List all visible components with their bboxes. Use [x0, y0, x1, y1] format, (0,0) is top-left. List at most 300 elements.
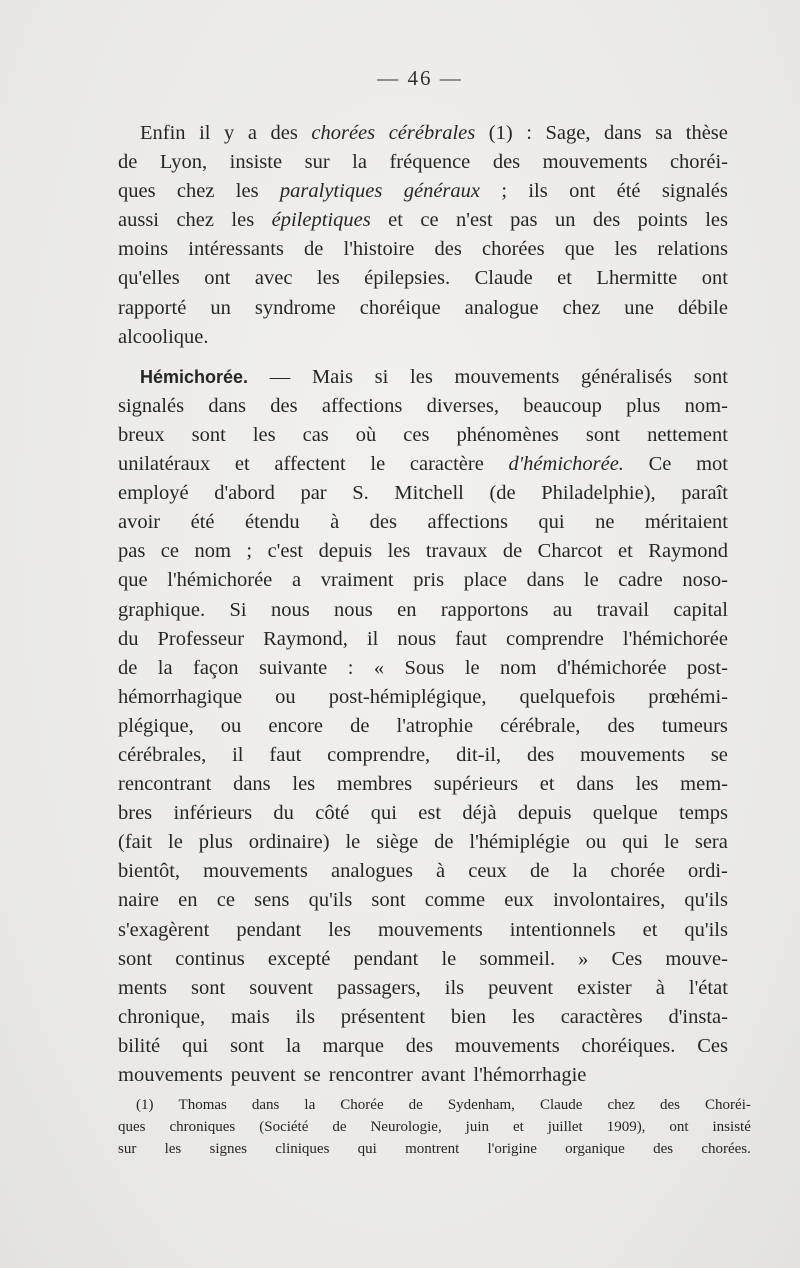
word: quelquefois — [519, 685, 616, 708]
text-line — [118, 1003, 728, 1032]
word: qui — [181, 1034, 209, 1057]
text-line — [118, 206, 728, 235]
word: dans — [526, 569, 565, 592]
text-line — [118, 770, 728, 799]
word: sa — [655, 122, 673, 144]
word: la — [572, 860, 588, 883]
footnote-word: insisté — [712, 1119, 751, 1135]
word: tumeurs — [661, 714, 728, 737]
word: le — [441, 947, 457, 970]
word: excepté — [267, 947, 331, 970]
word: les — [252, 423, 276, 446]
word: sont — [371, 889, 406, 912]
word: mouvements — [542, 151, 648, 174]
word: membres — [336, 773, 413, 796]
word: pendant — [236, 918, 302, 941]
word: ce — [160, 540, 179, 563]
word: n'est — [456, 209, 493, 232]
word: choréi- — [669, 151, 728, 174]
word: qu'ils — [308, 889, 353, 912]
word: thèse — [685, 122, 728, 144]
word: (de — [489, 482, 516, 505]
footnote-word: qui — [357, 1141, 377, 1157]
footnote-word: ques — [118, 1119, 146, 1135]
word: faut — [269, 743, 302, 766]
word: de — [434, 831, 454, 854]
word: il — [366, 627, 379, 650]
word: ou — [585, 831, 607, 854]
word: sont — [693, 365, 728, 388]
footnote-word: Claude — [539, 1097, 583, 1113]
word: ces — [403, 423, 430, 446]
word: pris — [413, 569, 445, 592]
footnote-line — [118, 1094, 751, 1116]
text-line — [118, 119, 728, 148]
word: rencontrant — [118, 773, 212, 796]
word: dans — [208, 394, 246, 417]
word: temps — [679, 802, 728, 825]
text-line — [118, 857, 728, 886]
word: les — [231, 209, 255, 232]
text-line — [118, 450, 728, 479]
word: ils — [295, 1005, 315, 1028]
word: ; — [501, 180, 508, 203]
text-line — [118, 1032, 728, 1061]
word: Ce — [648, 453, 672, 476]
word: l'hémichorée — [167, 569, 273, 592]
word: bientôt, — [118, 860, 181, 883]
word: choréiques. — [581, 1034, 676, 1057]
word: alcoolique. — [118, 325, 209, 348]
word: signalés — [118, 394, 185, 417]
word: un — [554, 209, 576, 232]
word: affections — [321, 394, 403, 417]
word: mais — [230, 1005, 270, 1028]
word: rapporté — [118, 296, 187, 319]
footnote-word: signes — [209, 1141, 248, 1157]
word: relations — [657, 238, 728, 261]
footnote-word: dans — [251, 1097, 280, 1113]
word: Lhermitte — [596, 267, 678, 290]
word: faut — [455, 627, 487, 650]
footnote-word: Sydenham, — [447, 1097, 515, 1113]
word: comme — [424, 889, 486, 912]
word: le — [664, 831, 679, 854]
word: cérébrale, — [500, 714, 581, 737]
word: les — [705, 209, 728, 232]
footnote-word: (Société — [259, 1119, 309, 1135]
word: Charcot — [537, 540, 603, 563]
word: ceux — [468, 860, 507, 883]
word: ils — [528, 180, 548, 203]
word: noso- — [682, 569, 728, 592]
footnote-word: des — [660, 1097, 680, 1113]
footnote-word: chorées. — [701, 1141, 751, 1157]
word: fréquence — [389, 151, 471, 174]
word: intéressants — [188, 238, 284, 261]
word: qui — [538, 511, 565, 534]
word: moins — [118, 238, 169, 261]
word: à — [330, 511, 340, 534]
word: : — [526, 122, 532, 144]
word: chez — [562, 296, 601, 319]
word: phénomènes — [456, 423, 559, 446]
word: est — [418, 802, 442, 825]
word: mouvements — [118, 1064, 223, 1086]
footnote-word: juillet — [547, 1119, 583, 1135]
word: épilepsies. — [364, 267, 451, 290]
word: graphique. — [118, 598, 206, 621]
word: une — [624, 296, 654, 319]
text-line — [118, 886, 728, 915]
word: S. — [352, 482, 369, 505]
text-line — [118, 537, 728, 566]
word: chorées — [481, 238, 545, 261]
text-line — [118, 392, 728, 421]
word: des — [592, 209, 621, 232]
word: : — [347, 656, 354, 679]
word: nous — [397, 627, 437, 650]
word: et — [642, 918, 658, 941]
word: sens — [254, 889, 290, 912]
word: post-hémiplégique, — [328, 685, 487, 708]
word: ou — [275, 685, 296, 708]
footnote-word: (1) — [136, 1097, 154, 1113]
word: choréique — [359, 296, 441, 319]
italic-term: généraux — [403, 180, 480, 203]
word: des — [492, 151, 521, 174]
word: (fait — [118, 831, 153, 854]
word: d'insta- — [668, 1005, 728, 1028]
text-line — [118, 916, 728, 945]
word: dans — [604, 122, 642, 144]
word: a — [291, 569, 302, 592]
text-line — [118, 421, 728, 450]
word: Mais — [311, 365, 353, 388]
text-line — [118, 508, 728, 537]
word: le — [464, 656, 480, 679]
word: ments — [118, 976, 167, 999]
word: Si — [229, 598, 247, 621]
word: ont — [204, 267, 231, 290]
word: suivante — [258, 656, 328, 679]
word: si — [374, 365, 389, 388]
word: plus — [198, 831, 233, 854]
word: et — [234, 453, 250, 476]
word: les — [316, 267, 340, 290]
word: qu'ils — [684, 889, 728, 912]
word: continus — [175, 947, 245, 970]
word: des — [434, 238, 462, 261]
word: breux — [118, 423, 165, 446]
word: qui — [622, 831, 649, 854]
word: mouvements — [203, 860, 308, 883]
word: que — [564, 238, 595, 261]
word: — — [269, 365, 291, 388]
footnote-word: de — [332, 1119, 347, 1135]
word: capital — [673, 598, 728, 621]
word: l'histoire — [343, 238, 415, 261]
word: (1) — [488, 122, 513, 144]
word: Enfin — [140, 122, 186, 144]
word: des — [607, 714, 635, 737]
text-line — [118, 974, 728, 1003]
footnote-word: des — [653, 1141, 674, 1157]
word: en — [178, 889, 198, 912]
word: ordinaire) — [248, 831, 330, 854]
footnote-word: cliniques — [275, 1141, 330, 1157]
word: ne — [595, 511, 615, 534]
italic-term: cérébrales — [388, 122, 476, 144]
footnote-word: ont — [669, 1119, 689, 1135]
word: avoir — [118, 511, 161, 534]
word: les — [387, 540, 411, 563]
word: post- — [686, 656, 728, 679]
footnote-word: l'origine — [487, 1141, 537, 1157]
word: se — [303, 1064, 321, 1086]
italic-term: épileptiques — [271, 209, 371, 232]
word: avec — [254, 267, 293, 290]
text-line — [118, 566, 728, 595]
word: sera — [694, 831, 728, 854]
word: le — [583, 569, 599, 592]
word: déjà — [462, 802, 497, 825]
text-line — [118, 741, 728, 770]
word: signalés — [661, 180, 728, 203]
word: ce — [216, 889, 235, 912]
text-line — [118, 479, 728, 508]
word: sont — [118, 947, 153, 970]
word: intentionnels — [509, 918, 616, 941]
word: sur — [304, 151, 330, 174]
word: de — [304, 238, 324, 261]
word: ce — [420, 209, 439, 232]
word: sont — [229, 1034, 265, 1057]
word: l'hémichorée — [622, 627, 728, 650]
footnote-word: juin — [465, 1119, 489, 1135]
word: débile — [677, 296, 728, 319]
word: qui — [370, 802, 397, 825]
word: l'état — [688, 976, 728, 999]
footnote-line — [118, 1138, 751, 1160]
text-line — [118, 323, 728, 352]
footnote-word: Thomas — [178, 1097, 227, 1113]
word: nom — [500, 656, 537, 679]
word: de — [350, 714, 370, 737]
text-line — [118, 799, 728, 828]
word: affectent — [274, 453, 346, 476]
word: de — [118, 656, 138, 679]
word: Raymond — [648, 540, 728, 563]
word: bres — [118, 802, 153, 825]
word: analogues — [330, 860, 413, 883]
word: chez — [176, 180, 215, 203]
footnote-word: chroniques — [169, 1119, 236, 1135]
word: l'hémiplégie — [469, 831, 570, 854]
section-heading: Hémichorée. — [140, 366, 249, 387]
word: travaux — [425, 540, 488, 563]
word: méritaient — [644, 511, 728, 534]
word: ou — [220, 714, 242, 737]
footnote-word: Neurologie, — [370, 1119, 442, 1135]
footnote-word: Chorée — [340, 1097, 384, 1113]
word: ont — [701, 267, 728, 290]
word: points — [637, 209, 688, 232]
word: sont — [191, 976, 226, 999]
word: d'hémichorée — [556, 656, 667, 679]
word: et — [539, 773, 555, 796]
word: encore — [268, 714, 323, 737]
text-line — [118, 712, 728, 741]
word: c'est — [267, 540, 304, 563]
word: été — [616, 180, 641, 203]
word: les — [410, 365, 433, 388]
word: comprendre, — [327, 743, 431, 766]
word: qu'elles — [118, 267, 180, 290]
word: les — [635, 773, 659, 796]
word: Ces — [697, 1034, 728, 1057]
word: ont — [569, 180, 596, 203]
word: « — [373, 656, 385, 679]
word: la — [352, 151, 367, 174]
word: se — [710, 743, 728, 766]
word: siège — [376, 831, 419, 854]
footnote-word: et — [512, 1119, 524, 1135]
footnote-word: 1909), — [606, 1119, 646, 1135]
word: supérieurs — [433, 773, 519, 796]
word: l'hémorrhagie — [473, 1064, 587, 1086]
word: eux — [504, 889, 534, 912]
word: cérébrales, — [118, 743, 207, 766]
word: pas — [118, 540, 146, 563]
footnote — [118, 1094, 751, 1160]
word: présentent — [340, 1005, 426, 1028]
word: et — [618, 540, 633, 563]
word: comprendre — [506, 627, 604, 650]
word: pas — [510, 209, 538, 232]
word: où — [355, 423, 377, 446]
word: y — [224, 122, 235, 144]
word: des — [369, 511, 397, 534]
word: nom — [194, 540, 231, 563]
word: nous — [334, 598, 373, 621]
word: nom- — [684, 394, 728, 417]
word: peuvent — [230, 1064, 296, 1086]
paragraph-gap — [118, 352, 728, 363]
footnote-word: chez — [607, 1097, 635, 1113]
word: marque — [322, 1034, 384, 1057]
page-number: — 46 — — [377, 66, 463, 90]
word: s'exagèrent — [118, 918, 210, 941]
word: Ces — [611, 947, 643, 970]
word: caractère — [409, 453, 484, 476]
word: en — [397, 598, 417, 621]
word: depuis — [517, 802, 572, 825]
word: syndrome — [254, 296, 336, 319]
word: Raymond, — [263, 627, 348, 650]
word: prœhémi- — [648, 685, 728, 708]
word: côté — [315, 802, 350, 825]
word: affections — [427, 511, 508, 534]
word: le — [370, 453, 386, 476]
word: Lyon, — [159, 151, 208, 174]
word: peuvent — [488, 976, 554, 999]
word: mouve- — [665, 947, 728, 970]
word: l'atrophie — [396, 714, 474, 737]
word: des — [270, 394, 298, 417]
text-line — [118, 625, 728, 654]
word: ; — [246, 540, 253, 563]
word: mem- — [680, 773, 728, 796]
word: employé — [118, 482, 189, 505]
word: mot — [696, 453, 728, 476]
footnote-word: organique — [565, 1141, 625, 1157]
word: qu'ils — [684, 918, 728, 941]
word: pendant — [353, 947, 419, 970]
word: nettement — [647, 423, 728, 446]
word: involontaires, — [553, 889, 666, 912]
word: bilité — [118, 1034, 161, 1057]
footnote-word: montrent — [405, 1141, 460, 1157]
word: » — [578, 947, 589, 970]
word: Sage, — [545, 122, 591, 144]
italic-term: paralytiques — [279, 180, 383, 203]
word: dans — [576, 773, 614, 796]
word: été — [190, 511, 215, 534]
word: souvent — [249, 976, 313, 999]
word: généralisés — [581, 365, 673, 388]
word: naire — [118, 889, 159, 912]
word: ordi- — [688, 860, 728, 883]
word: chorée — [610, 860, 665, 883]
word: plus — [626, 394, 661, 417]
italic-term: chorées — [311, 122, 376, 144]
word: travail — [596, 598, 649, 621]
word: unilatéraux — [118, 453, 211, 476]
word: le — [345, 831, 361, 854]
word: nous — [270, 598, 310, 621]
word: a — [247, 122, 257, 144]
word: sont — [585, 423, 621, 446]
word: d'abord — [214, 482, 275, 505]
word: paraît — [681, 482, 728, 505]
word: passagers, — [337, 976, 421, 999]
word: depuis — [318, 540, 373, 563]
footnote-word: Choréi- — [705, 1097, 751, 1113]
word: par — [300, 482, 327, 505]
word: insiste — [229, 151, 283, 174]
footnote-line — [118, 1116, 751, 1138]
word: Philadelphie), — [541, 482, 656, 505]
text-line — [118, 177, 728, 206]
word: de — [530, 860, 550, 883]
word: du — [273, 802, 294, 825]
word: mouvements — [454, 365, 560, 388]
word: Sous — [404, 656, 445, 679]
word: dit-il, — [456, 743, 502, 766]
text-line — [118, 235, 728, 264]
word: exister — [577, 976, 632, 999]
word: mouvements — [454, 1034, 560, 1057]
word: cadre — [618, 569, 663, 592]
text-line — [118, 654, 728, 683]
word: des — [405, 1034, 434, 1057]
footnote-word: la — [304, 1097, 316, 1113]
text-line — [118, 596, 728, 625]
word: ils — [444, 976, 465, 999]
word: chez — [176, 209, 214, 232]
word: Professeur — [157, 627, 245, 650]
